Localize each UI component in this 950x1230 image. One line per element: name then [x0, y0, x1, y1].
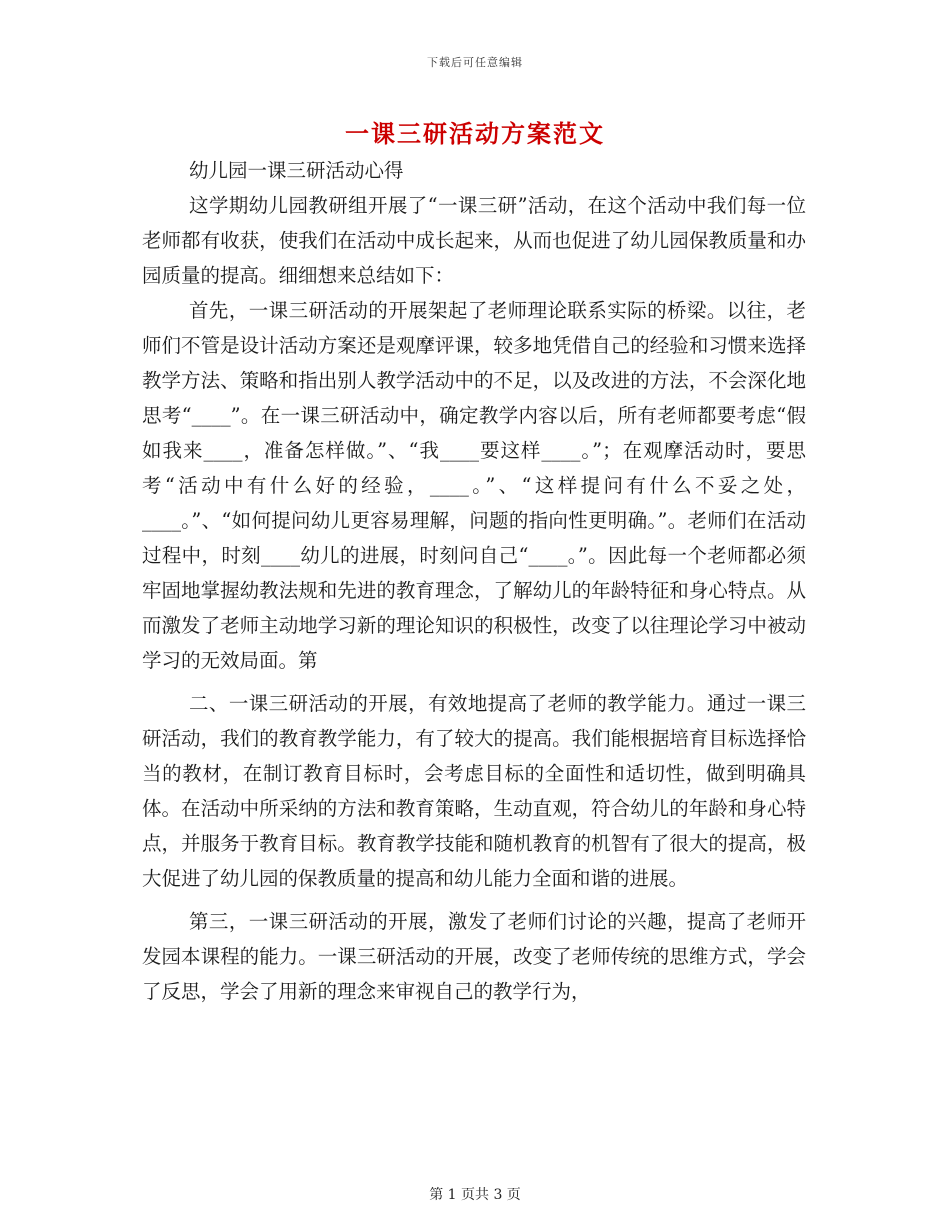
document-body: [142, 153, 806, 1009]
paragraph-third: 第三，一课三研活动的开展，激发了老师们讨论的兴趣，提高了老师开发园本课程的能力。一课三研活动的开展，改变了老师传统的思维方式，学会了反思，学会了用新的理念来审视自己的教学行为，: [142, 910, 806, 1003]
document-subtitle: 幼儿园一课三研活动心得: [189, 159, 404, 182]
header-note: 下载后可任意编辑: [427, 56, 523, 69]
page-number: 第 1 页共 3 页: [429, 1187, 521, 1203]
document-title: 一课三研活动方案范文: [345, 119, 605, 148]
paragraph-second: 二、一课三研活动的开展，有效地提高了老师的教学能力。通过一课三研活动，我们的教育教学能力，有了较大的提高。我们能根据培育目标选择恰当的教材，在制订教育目标时，会考虑目标的全面性和适切性，做到明确具体。在活动中所采纳的方法和教育策略，生动直观，符合幼儿的年龄和身心特点，并服务于教育目标。教育教学技能和随机教育的机智有了很大的提高，极大促进了幼儿园的保教质量的提高和幼儿能力全面和谐的进展。: [142, 692, 806, 890]
paragraph-intro: 这学期幼儿园教研组开展了“一课三研”活动，在这个活动中我们每一位老师都有收获，使我们在活动中成长起来，从而也促进了幼儿园保教质量和办园质量的提高。细细想来总结如下：: [142, 194, 806, 287]
paragraph-first: 首先，一课三研活动的开展架起了老师理论联系实际的桥梁。以往，老师们不管是设计活动方案还是观摩评课，较多地凭借自己的经验和习惯来选择教学方法、策略和指出别人教学活动中的不足，以及改进的方法，不会深化地思考“____”。在一课三研活动中，确定教学内容以后，所有老师都要考虑“假如我来____，准备怎样做。”、“我____要这样____。”；在观摩活动时，要思考“活动中有什么好的经验，____。”、“这样提问有什么不妥之处，____。”、“如何提问幼儿更容易理解，问题的指向性更明确。”。老师们在活动过程中，时刻____幼儿的进展，时刻问自己“____。”。因此每一个老师都必须牢固地掌握幼教法规和先进的教育理念，了解幼儿的年龄特征和身心特点。从而激发了老师主动地学习新的理论知识的积极性，改变了以往理论学习中被动学习的无效局面。第: [142, 299, 806, 672]
